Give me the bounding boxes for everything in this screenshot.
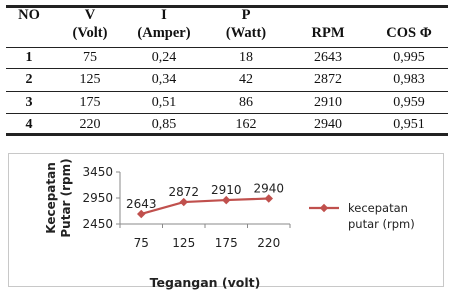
- header-current: I: [161, 7, 167, 23]
- table-header-rule: [6, 47, 448, 48]
- header-voltage-unit: (Volt): [72, 25, 108, 41]
- data-point: [265, 194, 273, 202]
- cell-cos-phi: 0,951: [393, 117, 425, 132]
- cell-voltage: 125: [79, 72, 101, 87]
- cell-current: 0,51: [151, 95, 177, 110]
- header-cos-phi: COS Φ: [386, 25, 432, 41]
- cell-current: 0,24: [151, 50, 177, 65]
- header-rpm: RPM: [311, 25, 345, 41]
- cell-rpm: 2643: [314, 50, 342, 65]
- legend-label: kecepatan: [348, 201, 408, 215]
- table-bottom-rule: [6, 133, 448, 136]
- header-power: P: [241, 7, 251, 23]
- y-tick-label: 2950: [82, 191, 113, 205]
- data-point: [180, 198, 188, 206]
- cell-cos-phi: 0,983: [393, 72, 425, 87]
- cell-power: 86: [239, 95, 253, 110]
- x-tick-label: 175: [214, 236, 238, 250]
- data-point: [222, 196, 230, 204]
- cell-power: 42: [239, 72, 253, 87]
- table-row-rule: [6, 113, 448, 114]
- cell-current: 0,85: [151, 117, 177, 132]
- cell-cos-phi: 0,995: [393, 50, 425, 65]
- cell-rpm: 2910: [314, 95, 342, 110]
- legend-label: putar (rpm): [348, 217, 415, 231]
- cell-voltage: 175: [79, 95, 101, 110]
- y-axis-title-line: Putar (rpm): [59, 158, 73, 238]
- y-tick-label: 2450: [82, 217, 113, 231]
- header-no: NO: [18, 7, 40, 23]
- cell-power: 18: [239, 50, 253, 65]
- cell-voltage: 220: [79, 117, 101, 132]
- series-line: [141, 199, 269, 214]
- rpm-chart: [0, 153, 453, 292]
- cell-no: 4: [25, 117, 33, 132]
- data-label: 2940: [253, 181, 285, 196]
- cell-rpm: 2940: [314, 117, 342, 132]
- header-voltage: V: [84, 7, 96, 23]
- data-label: 2910: [210, 183, 242, 198]
- data-label: 2872: [168, 185, 200, 200]
- x-tick-label: 125: [172, 236, 196, 250]
- cell-cos-phi: 0,959: [393, 95, 425, 110]
- y-axis-title-line: Kecepatan: [44, 162, 58, 234]
- cell-voltage: 75: [83, 50, 97, 65]
- y-axis-title: [44, 158, 73, 237]
- x-tick-label: 220: [257, 236, 281, 250]
- table-row-rule: [6, 68, 448, 69]
- data-label: 2643: [125, 196, 157, 211]
- x-axis-title: Tegangan (volt): [149, 275, 261, 290]
- table-row-rule: [6, 91, 448, 92]
- cell-no: 2: [25, 72, 33, 87]
- cell-current: 0,34: [151, 72, 177, 87]
- chart-canvas: [0, 153, 453, 292]
- data-table: [0, 0, 453, 136]
- y-tick-label: 3450: [82, 165, 113, 179]
- header-current-unit: (Amper): [137, 25, 191, 41]
- data-point: [137, 210, 145, 218]
- header-power-unit: (Watt): [225, 25, 267, 41]
- legend-marker: [320, 204, 328, 212]
- cell-no: 3: [25, 95, 33, 110]
- x-tick-label: 75: [133, 236, 149, 250]
- cell-no: 1: [25, 50, 33, 65]
- cell-power: 162: [235, 117, 257, 132]
- cell-rpm: 2872: [314, 72, 342, 87]
